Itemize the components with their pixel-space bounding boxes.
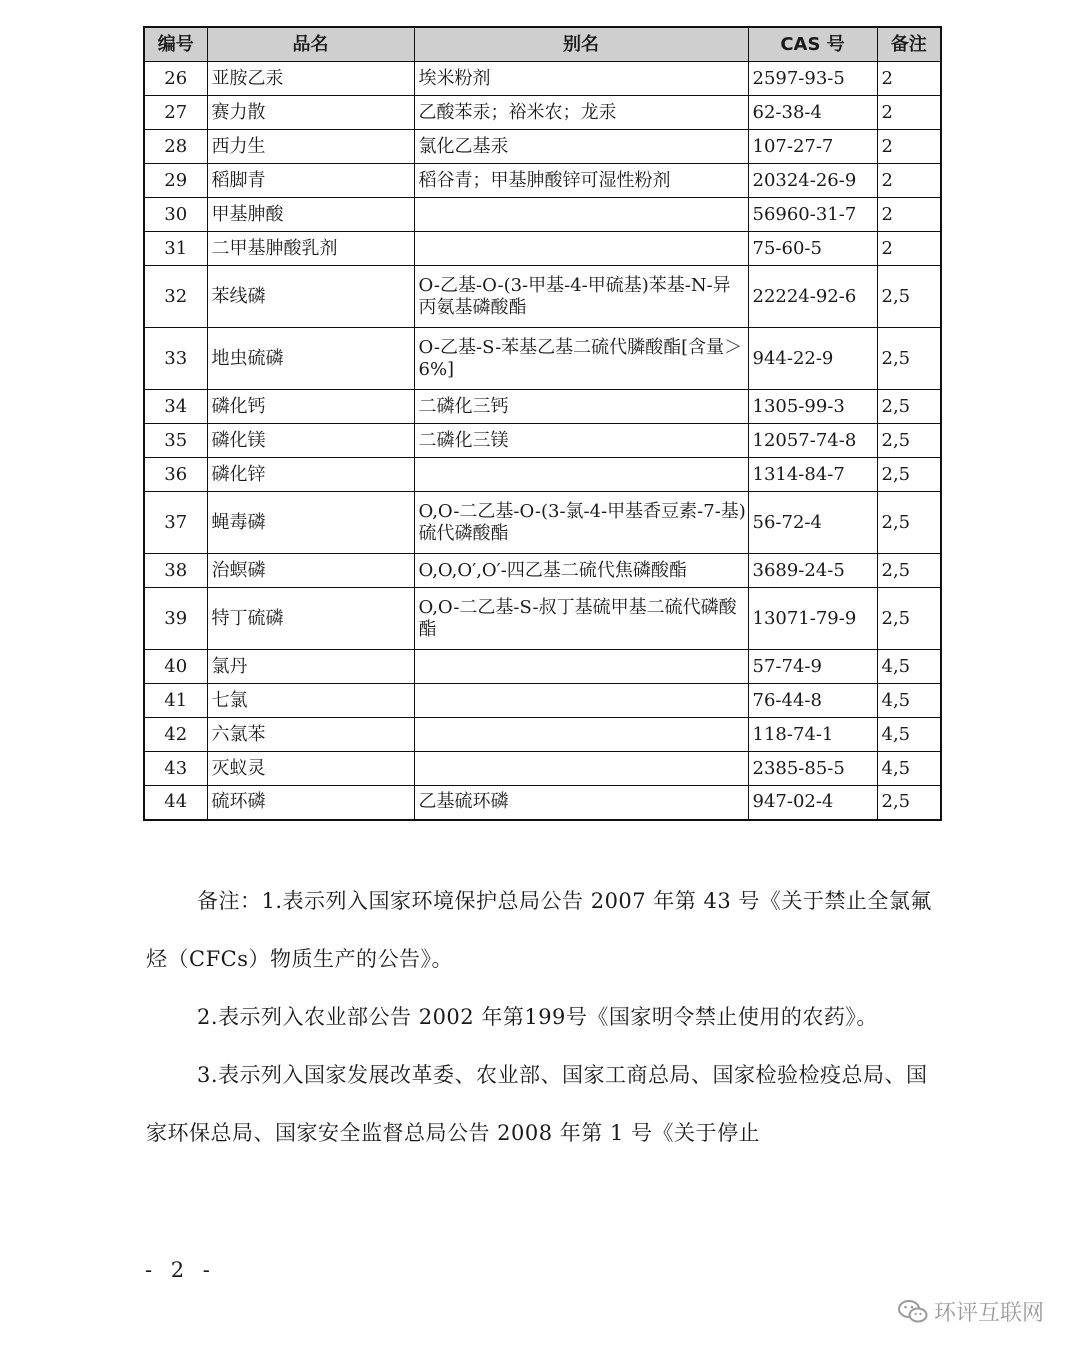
header-note: 备注 xyxy=(877,27,941,62)
cell-cas: 2597-93-5 xyxy=(748,62,877,96)
cell-alias: O,O,O′,O′-四乙基二硫代焦磷酸酯 xyxy=(414,554,748,588)
table-row xyxy=(144,328,941,390)
header-cas: CAS 号 xyxy=(748,27,877,62)
cell-number: 37 xyxy=(144,492,207,554)
table-row xyxy=(144,786,941,820)
cell-note: 2 xyxy=(877,96,941,130)
header-alias: 别名 xyxy=(414,27,748,62)
cell-cas: 947-02-4 xyxy=(748,786,877,820)
cell-note: 4,5 xyxy=(877,718,941,752)
cell-cas: 75-60-5 xyxy=(748,232,877,266)
cell-alias: O,O-二乙基-O-(3-氯-4-甲基香豆素-7-基)硫代磷酸酯 xyxy=(414,492,748,554)
cell-name: 七氯 xyxy=(207,684,414,718)
cell-alias: 乙酸苯汞；裕米农；龙汞 xyxy=(414,96,748,130)
cell-number: 41 xyxy=(144,684,207,718)
cell-note: 2,5 xyxy=(877,328,941,390)
table-row xyxy=(144,554,941,588)
cell-alias xyxy=(414,650,748,684)
watermark-text: 环评互联网 xyxy=(933,1301,1044,1326)
table-row xyxy=(144,684,941,718)
cell-note: 2,5 xyxy=(877,458,941,492)
cell-cas: 20324-26-9 xyxy=(748,164,877,198)
cell-number: 30 xyxy=(144,198,207,232)
cell-number: 38 xyxy=(144,554,207,588)
table-row xyxy=(144,390,941,424)
table-row xyxy=(144,266,941,328)
cell-cas: 76-44-8 xyxy=(748,684,877,718)
cell-note: 2,5 xyxy=(877,390,941,424)
table-row xyxy=(144,492,941,554)
cell-note: 2,5 xyxy=(877,266,941,328)
cell-number: 33 xyxy=(144,328,207,390)
cell-name: 灭蚁灵 xyxy=(207,752,414,786)
table-row xyxy=(144,96,941,130)
cell-name: 甲基胂酸 xyxy=(207,198,414,232)
note-3: 3.表示列入国家发展改革委、农业部、国家工商总局、国家检验检疫总局、国家环保总局、国家安全监督总局公告 2008 年第 1 号《关于停止 xyxy=(146,1063,928,1145)
table-row xyxy=(144,458,941,492)
cell-alias xyxy=(414,198,748,232)
cell-number: 40 xyxy=(144,650,207,684)
cell-name: 磷化锌 xyxy=(207,458,414,492)
cell-note: 2,5 xyxy=(877,492,941,554)
cell-number: 42 xyxy=(144,718,207,752)
cell-cas: 13071-79-9 xyxy=(748,588,877,650)
note-2: 2.表示列入农业部公告 2002 年第199号《国家明令禁止使用的农药》。 xyxy=(197,1005,878,1029)
cell-name: 氯丹 xyxy=(207,650,414,684)
wechat-icon xyxy=(898,1299,928,1325)
cell-cas: 107-27-7 xyxy=(748,130,877,164)
header-name: 品名 xyxy=(207,27,414,62)
cell-cas: 56-72-4 xyxy=(748,492,877,554)
cell-number: 26 xyxy=(144,62,207,96)
cell-alias: O,O-二乙基-S-叔丁基硫甲基二硫代磷酸酯 xyxy=(414,588,748,650)
cell-name: 地虫硫磷 xyxy=(207,328,414,390)
cell-name: 二甲基胂酸乳剂 xyxy=(207,232,414,266)
cell-alias: O-乙基-O-(3-甲基-4-甲硫基)苯基-N-异丙氨基磷酸酯 xyxy=(414,266,748,328)
cell-number: 44 xyxy=(144,786,207,820)
chemicals-table xyxy=(143,26,942,821)
cell-name: 特丁硫磷 xyxy=(207,588,414,650)
cell-note: 4,5 xyxy=(877,684,941,718)
cell-note: 2 xyxy=(877,130,941,164)
cell-note: 2 xyxy=(877,232,941,266)
cell-note: 2 xyxy=(877,62,941,96)
cell-number: 27 xyxy=(144,96,207,130)
table-row xyxy=(144,62,941,96)
cell-cas: 1305-99-3 xyxy=(748,390,877,424)
cell-number: 43 xyxy=(144,752,207,786)
table-row xyxy=(144,588,941,650)
cell-alias xyxy=(414,458,748,492)
cell-cas: 118-74-1 xyxy=(748,718,877,752)
cell-note: 4,5 xyxy=(877,650,941,684)
cell-alias xyxy=(414,752,748,786)
cell-number: 29 xyxy=(144,164,207,198)
cell-alias: 稻谷青；甲基胂酸锌可湿性粉剂 xyxy=(414,164,748,198)
watermark xyxy=(898,1296,1044,1327)
cell-note: 4,5 xyxy=(877,752,941,786)
cell-alias xyxy=(414,232,748,266)
cell-name: 稻脚青 xyxy=(207,164,414,198)
cell-number: 39 xyxy=(144,588,207,650)
cell-name: 磷化钙 xyxy=(207,390,414,424)
cell-cas: 3689-24-5 xyxy=(748,554,877,588)
cell-number: 31 xyxy=(144,232,207,266)
cell-note: 2 xyxy=(877,164,941,198)
note-1: 备注：1.表示列入国家环境保护总局公告 2007 年第 43 号《关于禁止全氯氟烃（CFCs）物质生产的公告》。 xyxy=(146,889,932,971)
cell-number: 36 xyxy=(144,458,207,492)
cell-cas: 22224-92-6 xyxy=(748,266,877,328)
cell-note: 2 xyxy=(877,198,941,232)
table-row xyxy=(144,424,941,458)
table-row xyxy=(144,752,941,786)
cell-note: 2,5 xyxy=(877,588,941,650)
cell-alias: 乙基硫环磷 xyxy=(414,786,748,820)
cell-alias: 埃米粉剂 xyxy=(414,62,748,96)
cell-alias: 二磷化三钙 xyxy=(414,390,748,424)
header-number: 编号 xyxy=(144,27,207,62)
cell-cas: 12057-74-8 xyxy=(748,424,877,458)
cell-name: 亚胺乙汞 xyxy=(207,62,414,96)
cell-name: 西力生 xyxy=(207,130,414,164)
cell-note: 2,5 xyxy=(877,424,941,458)
notes-section xyxy=(146,872,946,1162)
cell-number: 35 xyxy=(144,424,207,458)
table-row xyxy=(144,232,941,266)
cell-name: 赛力散 xyxy=(207,96,414,130)
cell-name: 治螟磷 xyxy=(207,554,414,588)
cell-alias: 二磷化三镁 xyxy=(414,424,748,458)
table-row xyxy=(144,164,941,198)
table-row xyxy=(144,198,941,232)
cell-number: 34 xyxy=(144,390,207,424)
table-row xyxy=(144,718,941,752)
page-number: - 2 - xyxy=(145,1258,216,1282)
cell-alias xyxy=(414,718,748,752)
cell-cas: 944-22-9 xyxy=(748,328,877,390)
cell-name: 硫环磷 xyxy=(207,786,414,820)
cell-note: 2,5 xyxy=(877,554,941,588)
cell-number: 28 xyxy=(144,130,207,164)
cell-cas: 56960-31-7 xyxy=(748,198,877,232)
cell-alias: O-乙基-S-苯基乙基二硫代膦酸酯[含量＞6%] xyxy=(414,328,748,390)
cell-name: 蝇毒磷 xyxy=(207,492,414,554)
cell-name: 磷化镁 xyxy=(207,424,414,458)
cell-cas: 62-38-4 xyxy=(748,96,877,130)
table-header-row xyxy=(144,27,941,62)
cell-alias: 氯化乙基汞 xyxy=(414,130,748,164)
cell-name: 苯线磷 xyxy=(207,266,414,328)
cell-cas: 1314-84-7 xyxy=(748,458,877,492)
cell-cas: 57-74-9 xyxy=(748,650,877,684)
cell-number: 32 xyxy=(144,266,207,328)
cell-alias xyxy=(414,684,748,718)
table-row xyxy=(144,650,941,684)
cell-name: 六氯苯 xyxy=(207,718,414,752)
table-row xyxy=(144,130,941,164)
cell-note: 2,5 xyxy=(877,786,941,820)
table-body xyxy=(144,62,941,820)
cell-cas: 2385-85-5 xyxy=(748,752,877,786)
